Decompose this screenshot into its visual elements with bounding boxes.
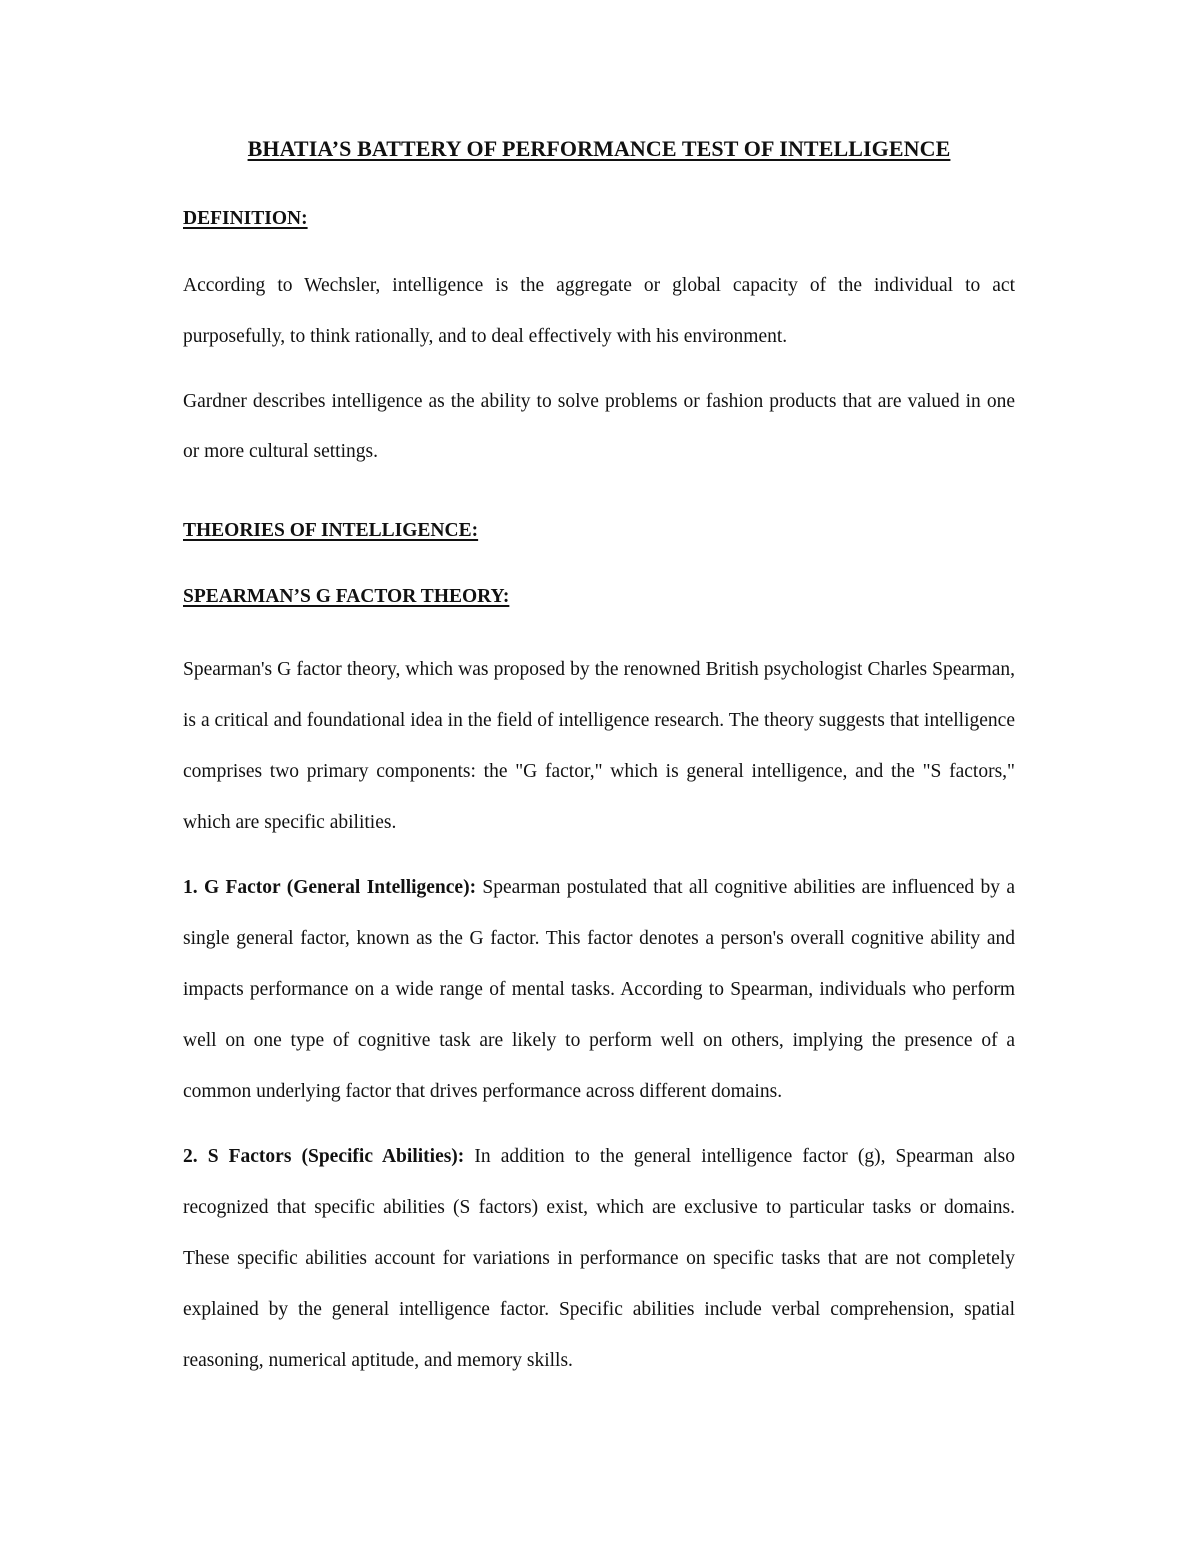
- g-factor-paragraph: [183, 863, 1015, 1117]
- theories-heading: THEORIES OF INTELLIGENCE:: [183, 520, 479, 542]
- s-factor-text: In addition to the general intelligence factor (g), Spearman also recognized that specific abilities (S factors) exist, which are exclusive to particular tasks or domains. These specific abilities account for variations in performance on specific tasks that are not completely explained by the general intelligence factor. Specific abilities include verbal comprehension, spatial reasoning, numerical aptitude, and memory skills.: [183, 1146, 1015, 1371]
- s-factor-paragraph: [183, 1132, 1015, 1386]
- definition-heading: DEFINITION:: [183, 208, 308, 229]
- document-title: BHATIA’S BATTERY OF PERFORMANCE TEST OF INTELLIGENCE: [247, 136, 951, 161]
- definition-gardner-paragraph: Gardner describes intelligence as the ability to solve problems or fashion products that are valued in one or more cultural settings.: [183, 390, 1015, 463]
- document-body: [183, 132, 1015, 1386]
- spearman-intro-paragraph: Spearman's G factor theory, which was proposed by the renowned British psychologist Charles Spearman, is a critical and foundational idea in the field of intelligence research. The theory suggests that intelligence comprises two primary components: the "G factor," which is general intelligence, and the "S factors," which are specific abilities.: [183, 659, 1015, 833]
- definition-wechsler-paragraph: According to Wechsler, intelligence is the aggregate or global capacity of the individual to act purposefully, to think rationally, and to deal effectively with his environment.: [183, 275, 1015, 347]
- g-factor-text: Spearman postulated that all cognitive abilities are influenced by a single general factor, known as the G factor. This factor denotes a person's overall cognitive ability and impacts performance on a wide range of mental tasks. According to Spearman, individuals who perform well on one type of cognitive task are likely to perform well on others, implying the presence of a common underlying factor that drives performance across different domains.: [183, 877, 1015, 1102]
- spearman-theory-heading: SPEARMAN’S G FACTOR THEORY:: [183, 586, 510, 608]
- g-factor-label: 1. G Factor (General Intelligence):: [183, 877, 477, 899]
- s-factor-label: 2. S Factors (Specific Abilities):: [183, 1146, 465, 1168]
